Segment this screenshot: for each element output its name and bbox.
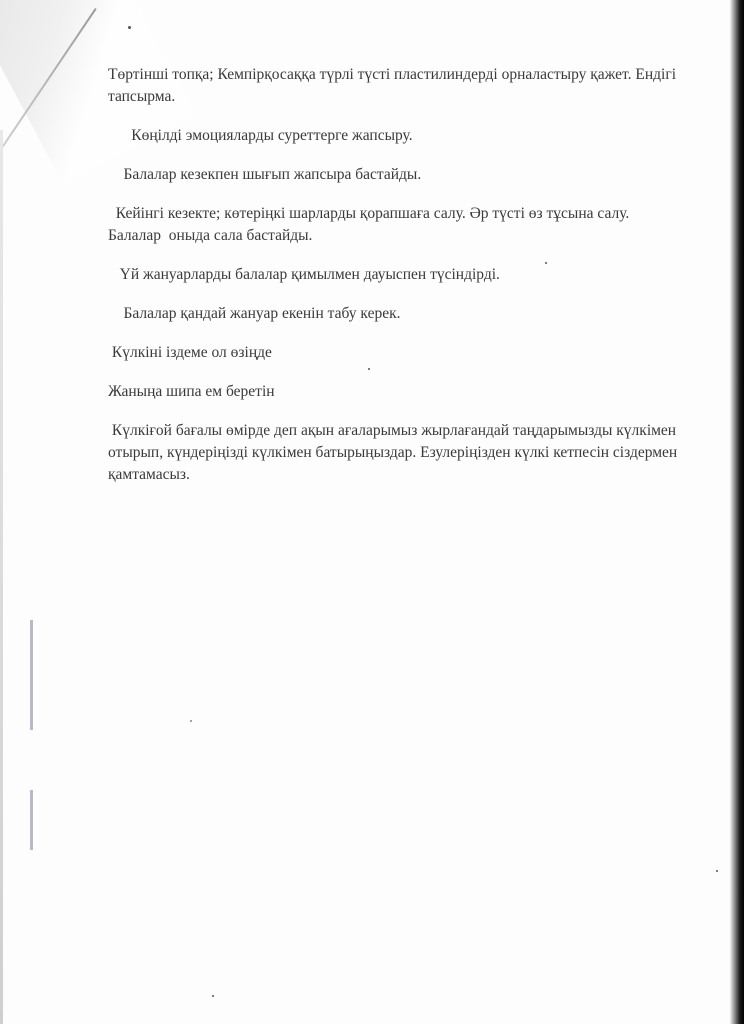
scan-speck [190,720,192,722]
scan-mark [30,620,33,730]
right-scan-edge [730,0,744,1024]
scan-speck [128,26,131,29]
scan-speck [212,995,214,997]
paragraph-closing: Күлкіғой бағалы өмірде деп ақын ағаларымыз жырлағандай таңдарымызды күлкімен отырып, күндеріңізді күлкімен батырыңыздар. Езулеріңізден күлкі кетпесін сіздермен қамтамасыз. [108,422,682,483]
paragraph-guess-animal: Балалар қандай жануар екенін табу керек. [108,305,401,322]
paragraph-group-task: Төртінші топқа; Кемпірқосаққа түрлі түсті пластилиндерді орналастыру қажет. Ендігі тапсырма. [108,66,677,105]
left-scan-edge [0,130,3,1024]
scan-speck [716,870,718,872]
paragraph-balloons-task: Кейінгі кезекте; көтеріңкі шарларды қорапшаға салу. Әр түсті өз тұсына салу. Балалар оныда сала бастайды. [108,205,638,244]
paragraph-poem-line-2: Жаныңа шипа ем беретін [108,383,275,400]
document-body [108,64,682,503]
scan-mark [30,790,33,850]
paragraph-children-glue: Балалар кезекпен шығып жапсыра бастайды. [108,166,422,183]
paragraph-emotions-task: Көңілді эмоцияларды суреттерге жапсыру. [108,127,413,144]
paragraph-animals-task: Үй жануарларды балалар қимылмен дауыспен түсіндірді. [108,266,500,283]
paragraph-poem-line-1: Күлкіні іздеме ол өзіңде [108,344,272,361]
